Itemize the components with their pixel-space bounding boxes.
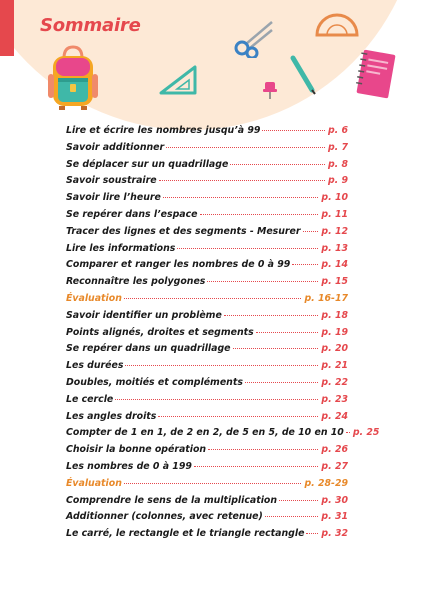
dot-leader — [224, 315, 319, 316]
toc-label: Les nombres de 0 à 199 — [66, 460, 192, 472]
toc-row[interactable] — [66, 327, 348, 344]
set-square-icon — [158, 64, 198, 96]
toc-page-number: p. 26 — [321, 444, 348, 456]
toc-row[interactable] — [66, 276, 348, 293]
toc-page-number: p. 16-17 — [304, 292, 348, 304]
protractor-icon — [314, 12, 360, 38]
toc-label: Compter de 1 en 1, de 2 en 2, de 5 en 5, de 10 en 10 — [66, 427, 344, 439]
toc-page-number: p. 12 — [321, 225, 348, 237]
dot-leader — [303, 231, 319, 232]
toc-page-number: p. 18 — [321, 309, 348, 321]
toc-row[interactable] — [66, 125, 348, 142]
toc-row[interactable] — [66, 343, 348, 360]
dot-leader — [265, 516, 319, 517]
toc-page-number: p. 32 — [321, 528, 348, 540]
toc-label: Comprendre le sens de la multiplication — [66, 494, 278, 506]
dot-leader — [194, 466, 319, 467]
header-accent-tab — [0, 0, 14, 56]
toc-row[interactable] — [66, 394, 348, 411]
toc-label: Se déplacer sur un quadrillage — [66, 158, 229, 170]
toc-row[interactable] — [66, 427, 380, 444]
toc-label: Évaluation — [66, 477, 122, 489]
dot-leader — [124, 298, 302, 299]
dot-leader — [230, 164, 325, 165]
toc-label: Se repérer dans l’espace — [66, 208, 198, 220]
toc-row[interactable] — [66, 209, 348, 226]
toc-page-number: p. 6 — [327, 125, 348, 136]
dot-leader — [158, 416, 318, 417]
dot-leader — [115, 399, 318, 400]
toc-row[interactable] — [66, 243, 348, 260]
toc-row[interactable] — [66, 528, 348, 545]
toc-page-number: p. 7 — [327, 141, 348, 153]
toc-label: Tracer des lignes et des segments - Mesurer — [66, 225, 301, 237]
toc-label: Savoir soustraire — [66, 175, 157, 187]
dot-leader — [245, 382, 318, 383]
toc-page-number: p. 11 — [321, 208, 348, 220]
toc-page-number: p. 31 — [321, 511, 348, 523]
dot-leader — [346, 432, 350, 433]
table-of-contents — [66, 125, 380, 545]
toc-page-number: p. 20 — [321, 343, 348, 355]
dot-leader — [163, 197, 319, 198]
toc-label: Points alignés, droites et segments — [66, 326, 254, 338]
toc-row[interactable] — [66, 159, 348, 176]
toc-page-number: p. 14 — [321, 259, 348, 271]
toc-label: Savoir additionner — [66, 141, 165, 153]
toc-label: Les angles droits — [66, 410, 157, 422]
toc-label: Évaluation — [66, 292, 122, 304]
toc-label: Savoir lire l’heure — [66, 192, 161, 204]
scissors-icon — [232, 18, 276, 58]
dot-leader — [200, 214, 319, 215]
page-title: Sommaire — [40, 15, 141, 36]
dot-leader — [262, 130, 325, 131]
toc-page-number: p. 25 — [352, 427, 380, 439]
toc-page-number: p. 23 — [321, 393, 348, 405]
toc-page-number: p. 9 — [327, 175, 348, 187]
toc-label: Doubles, moitiés et compléments — [66, 376, 243, 388]
toc-row[interactable] — [66, 444, 348, 461]
dot-leader — [306, 533, 318, 534]
toc-row[interactable] — [66, 411, 348, 428]
toc-label: Les durées — [66, 360, 124, 372]
dot-leader — [125, 365, 318, 366]
toc-page-number: p. 24 — [321, 410, 348, 422]
toc-row-evaluation[interactable] — [66, 293, 348, 310]
dot-leader — [166, 147, 325, 148]
toc-label: Savoir identifier un problème — [66, 309, 222, 321]
toc-row[interactable] — [66, 511, 348, 528]
toc-row[interactable] — [66, 192, 348, 209]
toc-label: Reconnaître les polygones — [66, 276, 206, 288]
dot-leader — [207, 281, 318, 282]
dot-leader — [279, 500, 318, 501]
toc-label: Le cercle — [66, 393, 114, 405]
toc-label: Lire et écrire les nombres jusqu’à 99 — [66, 125, 261, 136]
toc-label: Le carré, le rectangle et le triangle rectangle — [66, 528, 305, 540]
toc-page-number: p. 8 — [327, 158, 348, 170]
toc-row[interactable] — [66, 360, 348, 377]
dot-leader — [208, 449, 318, 450]
toc-label: Choisir la bonne opération — [66, 444, 207, 456]
toc-label: Se repérer dans un quadrillage — [66, 343, 231, 355]
toc-row[interactable] — [66, 461, 348, 478]
notebook-icon — [352, 46, 400, 102]
toc-page-number: p. 21 — [321, 360, 348, 372]
dot-leader — [256, 332, 319, 333]
toc-label: Additionner (colonnes, avec retenue) — [66, 511, 263, 523]
pen-icon — [288, 54, 318, 96]
toc-row[interactable] — [66, 142, 348, 159]
toc-row[interactable] — [66, 226, 348, 243]
toc-row[interactable] — [66, 495, 348, 512]
toc-label: Lire les informations — [66, 242, 176, 254]
toc-row[interactable] — [66, 175, 348, 192]
dot-leader — [124, 483, 302, 484]
toc-row[interactable] — [66, 310, 348, 327]
toc-row[interactable] — [66, 377, 348, 394]
dot-leader — [292, 264, 318, 265]
toc-page-number: p. 10 — [321, 192, 348, 204]
toc-page-number: p. 15 — [321, 276, 348, 288]
dot-leader — [233, 348, 319, 349]
toc-page-number: p. 13 — [321, 242, 348, 254]
backpack-icon — [46, 44, 100, 116]
toc-page-number: p. 27 — [321, 460, 348, 472]
toc-page-number: p. 22 — [321, 376, 348, 388]
toc-row[interactable] — [66, 259, 348, 276]
pin-icon — [262, 80, 278, 100]
toc-page-number: p. 19 — [321, 326, 348, 338]
toc-page-number: p. 30 — [321, 494, 348, 506]
dot-leader — [159, 180, 325, 181]
dot-leader — [177, 248, 318, 249]
toc-page-number: p. 28-29 — [304, 477, 348, 489]
toc-label: Comparer et ranger les nombres de 0 à 99 — [66, 259, 291, 271]
toc-row-evaluation[interactable] — [66, 478, 348, 495]
